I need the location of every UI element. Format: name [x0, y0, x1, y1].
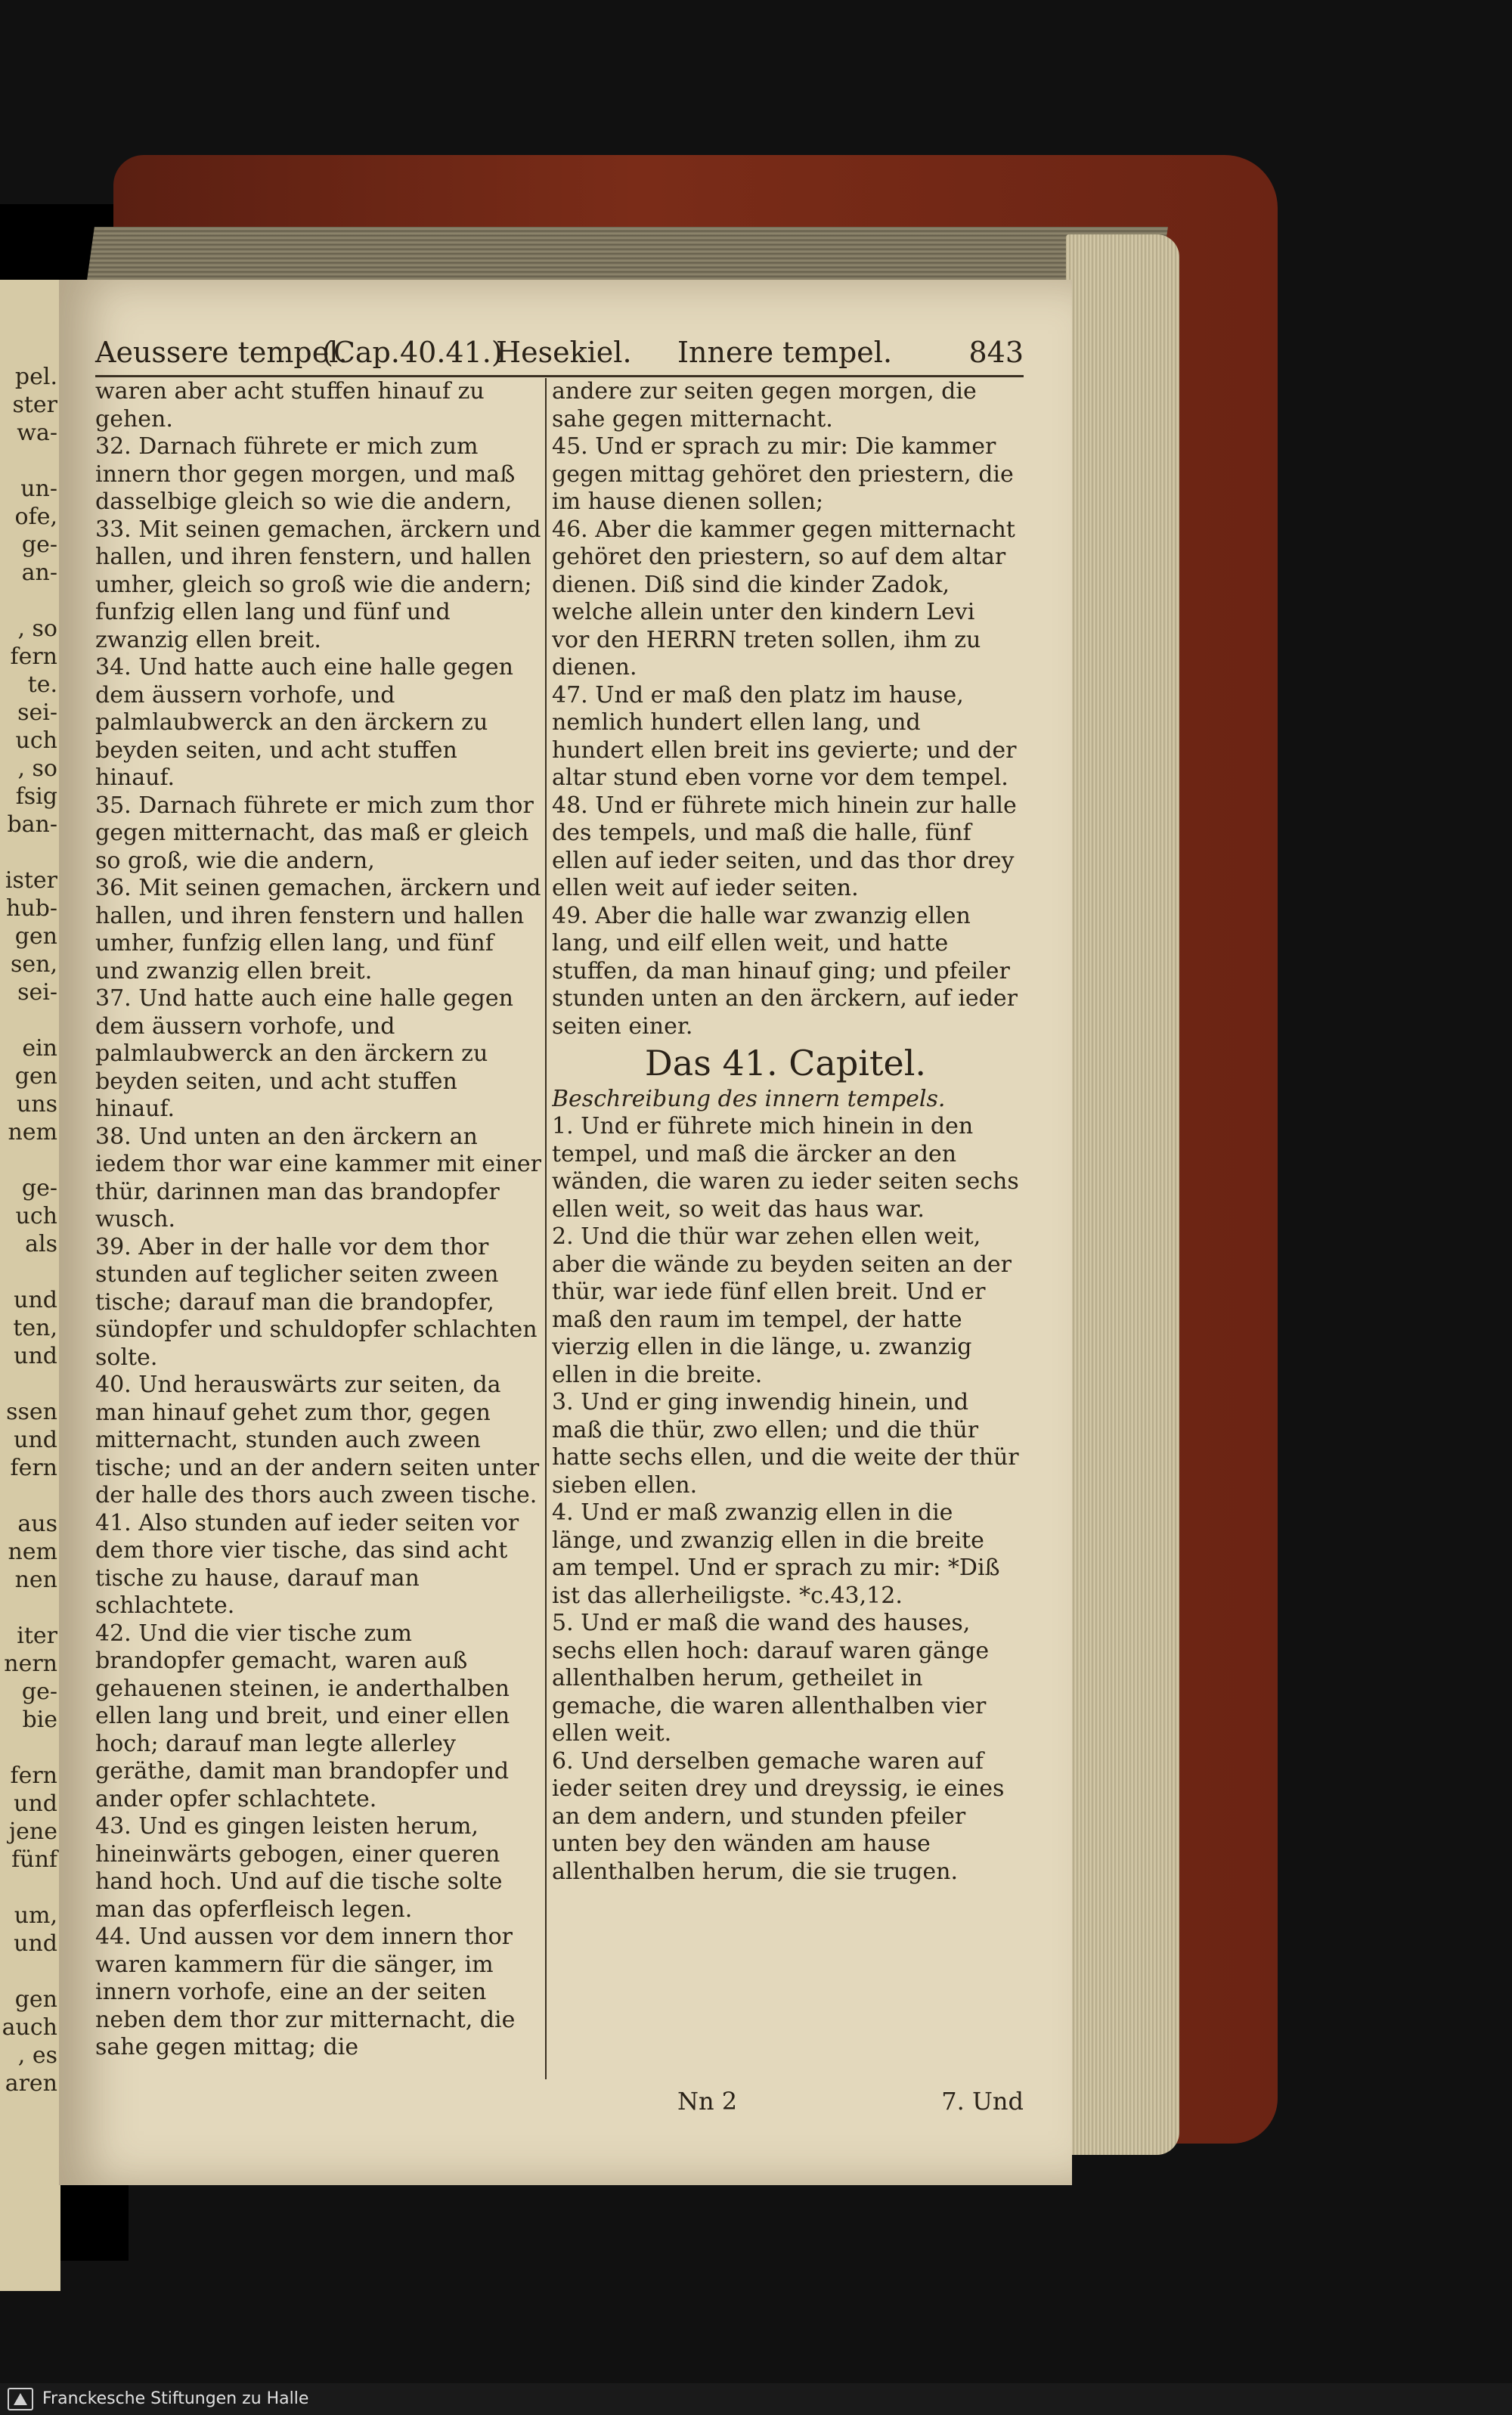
column-divider [545, 378, 547, 2079]
signature-mark: Nn 2 [677, 2087, 738, 2116]
left-column [95, 378, 541, 2072]
verse: 3. Und er ging inwendig hinein, und maß die thür, zwo ellen; und die thür hatte sechs ellen, und die weite der thür sieben ellen. [552, 1389, 1019, 1499]
institution-logo-icon [8, 2388, 33, 2410]
header-left-title: Aeussere tempel. [95, 336, 348, 369]
verse: 33. Mit seinen gemachen, ärckern und hallen, und ihren fenstern, und hallen umher, gleich so groß wie die andern; funfzig ellen lang und fünf und zwanzig ellen breit. [95, 516, 541, 653]
verse: 6. Und derselben gemache waren auf ieder seiten drey und dreyssig, ie eines an dem andern, und stunden pfeiler unten bey den wänden am hause allenthalben herum, die sie trugen. [552, 1747, 1005, 1885]
verse: 37. Und hatte auch eine halle gegen dem äussern vorhofe, und palmlaubwerck an den ärckern zu beyden seiten, und acht stuffen hinauf. [95, 985, 513, 1122]
verse: 1. Und er führete mich hinein in den tempel, und maß die ärcker an den wänden, die waren zu ieder seiten sechs ellen weit, so weit das haus war. [552, 1113, 1019, 1223]
verse: 2. Und die thür war zehen ellen weit, aber die wände zu beyden seiten an der thür, war iede fünf ellen breit. Und er maß den raum im tempel, der hatte vierzig ellen in die länge, u. zwanzig ellen in die breite. [552, 1223, 1012, 1388]
header-chapters: (Cap.40.41.) [322, 336, 503, 369]
verse: 32. Darnach führete er mich zum innern thor gegen morgen, und maß dasselbige gleich so wie die andern, [95, 433, 516, 515]
verse: 45. Und er sprach zu mir: Die kammer gegen mittag gehöret den priestern, die im hause dienen sollen; [552, 433, 1014, 515]
verse: waren aber acht stuffen hinauf zu gehen. [95, 378, 485, 432]
verse: 42. Und die vier tische zum brandopfer gemacht, waren auß gehauenen steinen, ie anderthalben ellen lang und breit, und einer ellen hoch; darauf man legte allerley geräthe, damit man brandopfer und ander opfer schlachtete. [95, 1620, 510, 1812]
left-page-text: pel. ster wa- un- ofe, ge- an- , so fern te. sei- uch , so fsig ban- ister hub- gen sen, sei- ein gen uns nem ge- uch als und ten, und ssen und fern aus nem nen iter nern ge- bie fern und jene fünf um, und gen auch , es aren [2, 364, 57, 2097]
verse: 39. Aber in der halle vor dem thor stunden auf teglicher seiten zween tische; darauf man die brandopfer, sündopfer und schuldopfer schlachten solte. [95, 1233, 538, 1371]
verse: 5. Und er maß die wand des hauses, sechs ellen hoch: darauf waren gänge allenthalben herum, getheilet in gemache, die waren allenthalben vier ellen weit. [552, 1610, 990, 1747]
left-page-fragment [0, 280, 60, 2291]
verse: 38. Und unten an den ärckern an iedem thor war eine kammer mit einer thür, darinnen man das brandopfer wusch. [95, 1123, 541, 1232]
verse: 44. Und aussen vor dem innern thor waren kammern für die sänger, im innern vorhofe, eine an der seiten neben dem thor zur mitternacht, die sahe gegen mittag; die [95, 1924, 516, 2060]
verse: 40. Und herauswärts zur seiten, da man hinauf gehet zum thor, gegen mitternacht, stunden auch zween tische; und an der andern seiten unter der halle des thors auch zween tische. [95, 1372, 540, 1508]
verse: 34. Und hatte auch eine halle gegen dem äussern vorhofe, und palmlaubwerck an den ärckern zu beyden seiten, und acht stuffen hinauf. [95, 654, 513, 791]
page-edges-top [87, 227, 1168, 280]
verse: 35. Darnach führete er mich zum thor gegen mitternacht, das maß er gleich so groß, wie die andern, [95, 792, 534, 874]
verse: 49. Aber die halle war zwanzig ellen lang, und eilf ellen weit, und hatte stuffen, da man hinauf ging; und pfeiler stunden unten an den ärckern, auf ieder seiten einer. [552, 902, 1018, 1040]
verse: 41. Also stunden auf ieder seiten vor dem thore vier tische, das sind acht tische zu hause, darauf man schlachtete. [95, 1509, 519, 1619]
page-number: 843 [968, 336, 1024, 369]
running-header [95, 330, 1024, 377]
chapter-heading: Das 41. Capitel. [644, 1043, 927, 1083]
header-book: Hesekiel. [496, 336, 632, 369]
verse: 4. Und er maß zwanzig ellen in die länge, und zwanzig ellen in die breite am tempel. Und er sprach zu mir: *Diß ist das allerheiligste. *c.43,12. [552, 1499, 1000, 1609]
verse: andere zur seiten gegen morgen, die sahe gegen mitternacht. [552, 378, 977, 432]
verse: 46. Aber die kammer gegen mitternacht gehöret den priestern, so auf dem altar dienen. Diß sind die kinder Zadok, welche allein unter den kindern Levi vor den HERRN treten sollen, ihm zu dienen. [552, 516, 1015, 680]
verse: 48. Und er führete mich hinein zur halle des tempels, und maß die halle, fünf ellen auf ieder seiten, und das thor drey ellen weit auf ieder seiten. [552, 792, 1017, 901]
verse: 47. Und er maß den platz im hause, nemlich hundert ellen lang, und hundert ellen breit ins gevierte; und der altar stund eben vorne vor dem tempel. [552, 681, 1017, 791]
verse: 36. Mit seinen gemachen, ärckern und hallen, und ihren fenstern und hallen umher, funfzig ellen lang, und fünf und zwanzig ellen breit. [95, 875, 541, 984]
catchword: 7. Und [941, 2087, 1024, 2116]
header-right-title: Innere tempel. [677, 336, 893, 369]
book-page [59, 280, 1072, 2185]
credit-text: Franckesche Stiftungen zu Halle [42, 2389, 309, 2408]
verse: 43. Und es gingen leisten herum, hineinwärts gebogen, einer queren hand hoch. Und auf die tische solte man das opferfleisch legen. [95, 1813, 503, 1923]
page-footer [95, 2087, 1024, 2117]
right-column [552, 378, 1019, 2072]
page-edges-right [1066, 234, 1179, 2155]
chapter-summary: Beschreibung des innern tempels. [552, 1086, 946, 1112]
